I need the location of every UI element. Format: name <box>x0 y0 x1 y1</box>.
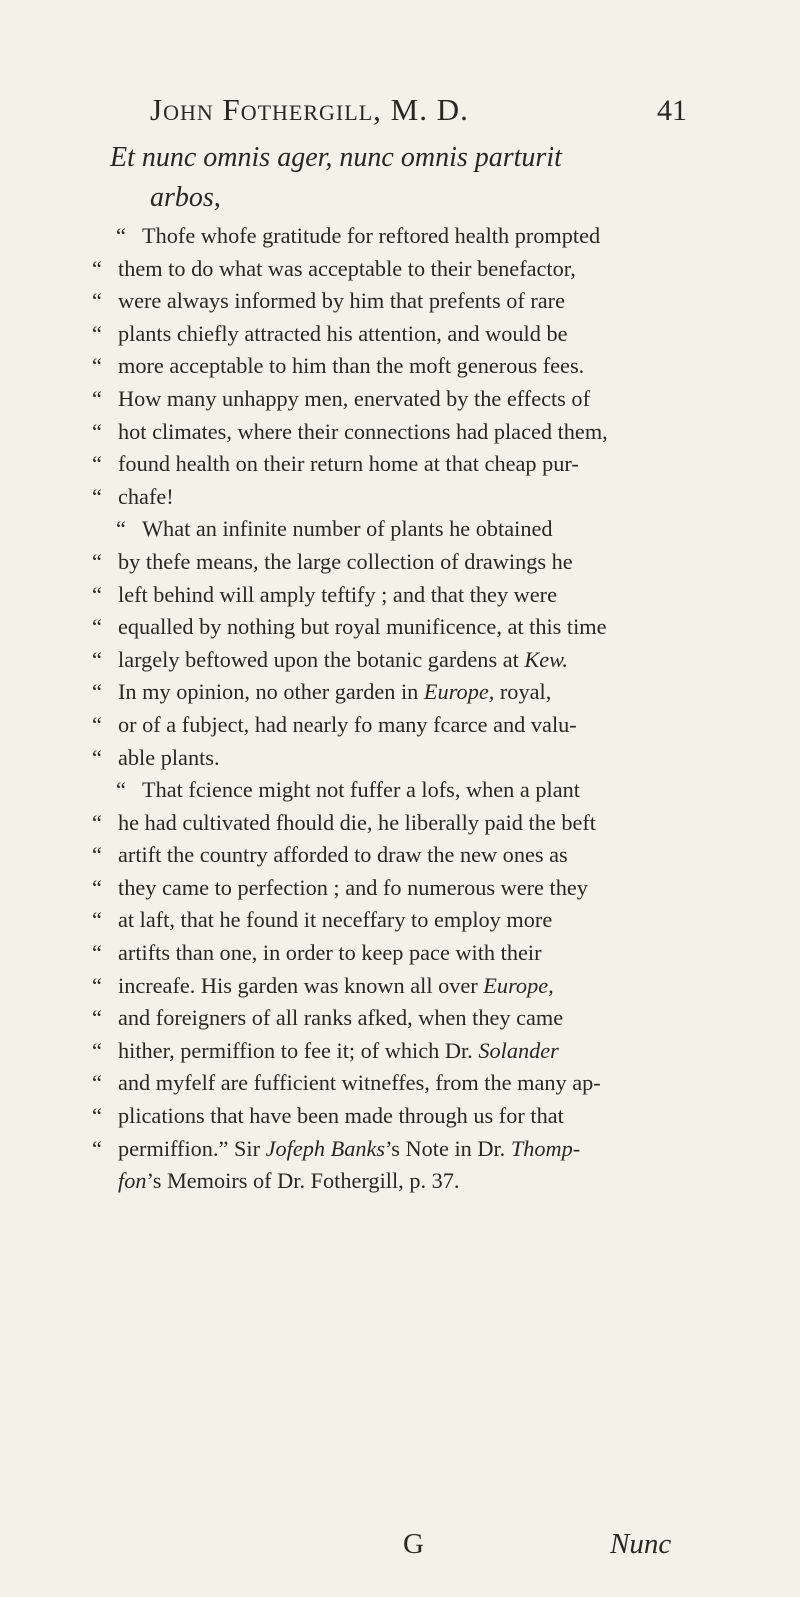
text-line <box>92 904 702 937</box>
text-line <box>92 546 702 579</box>
text-line <box>92 285 702 318</box>
body-text <box>92 220 702 1198</box>
epigraph-line-2: arbos, <box>150 182 221 213</box>
text-line <box>92 774 702 807</box>
text-line <box>92 1035 702 1068</box>
italic-text: Thomp- <box>510 1135 581 1161</box>
line-text: increafe. His garden was known all over <box>118 972 478 998</box>
signature-mark: G <box>403 1528 424 1560</box>
quote-mark: “ <box>92 1070 102 1096</box>
text-line <box>92 611 702 644</box>
quote-mark: “ <box>116 516 126 542</box>
quote-mark: “ <box>92 581 102 607</box>
line-text: they came to perfection ; and fo numerous were they <box>118 874 588 900</box>
quote-mark: “ <box>116 777 126 803</box>
quote-mark: “ <box>92 451 102 477</box>
quote-mark: “ <box>92 483 102 509</box>
line-text: he had cultivated fhould die, he liberally paid the beft <box>118 809 596 835</box>
text-line <box>92 709 702 742</box>
italic-text: fon <box>118 1168 147 1194</box>
quote-mark: “ <box>92 353 102 379</box>
line-text: permiffion.” Sir <box>118 1135 261 1161</box>
line-text: artifts than one, in order to keep pace with their <box>118 940 542 966</box>
quote-mark: “ <box>116 223 126 248</box>
line-text: at laft, that he found it neceffary to employ more <box>118 907 553 933</box>
text-line <box>92 1133 702 1166</box>
text-line <box>92 839 702 872</box>
quote-mark: “ <box>92 288 102 314</box>
text-line <box>92 644 702 677</box>
quote-mark: “ <box>92 874 102 900</box>
quote-mark: “ <box>92 255 102 281</box>
quote-mark: “ <box>92 385 102 411</box>
quote-mark: “ <box>92 1005 102 1031</box>
line-text: left behind will amply teftify ; and that they were <box>118 581 557 607</box>
line-text: found health on their return home at that cheap pur- <box>118 451 579 477</box>
line-text: equalled by nothing but royal munificence, at this time <box>118 614 607 640</box>
line-text: largely beftowed upon the botanic gardens at <box>118 646 519 672</box>
quote-mark: “ <box>92 907 102 933</box>
line-text: were always informed by him that prefents of rare <box>118 288 566 314</box>
catchword: Nunc <box>610 1528 672 1560</box>
line-text: In my opinion, no other garden in <box>118 679 419 705</box>
text-line <box>92 481 702 514</box>
line-text: and myfelf are fufficient witneffes, from the many ap- <box>118 1070 601 1096</box>
line-text: them to do what was acceptable to their benefactor, <box>118 255 576 281</box>
line-text: more acceptable to him than the moft generous fees. <box>118 353 585 379</box>
line-text: hot climates, where their connections had placed them, <box>118 418 608 444</box>
line-text: and foreigners of all ranks afked, when they came <box>118 1005 564 1031</box>
quote-mark: “ <box>92 711 102 737</box>
line-text: or of a fubject, had nearly fo many fcarce and valu- <box>118 711 577 737</box>
line-text: able plants. <box>118 744 220 770</box>
text-line <box>92 1067 702 1100</box>
text-line <box>92 1002 702 1035</box>
quote-mark: “ <box>92 320 102 346</box>
latin-epigraph <box>110 138 670 218</box>
line-text: hither, permiffion to fee it; of which Dr. <box>118 1037 473 1063</box>
quote-mark: “ <box>92 809 102 835</box>
line-text-continued: ’s Memoirs of Dr. Fothergill, p. 37. <box>146 1168 460 1194</box>
text-line <box>92 1100 702 1133</box>
quote-mark: “ <box>92 972 102 998</box>
line-text-continued: ’s Note in Dr. <box>385 1135 506 1161</box>
quote-mark: “ <box>92 548 102 574</box>
text-line <box>92 253 702 286</box>
quote-mark: “ <box>92 646 102 672</box>
italic-text: Europe, <box>483 972 554 998</box>
line-text-continued: royal, <box>494 679 552 705</box>
line-text: plants chiefly attracted his attention, and would be <box>118 320 568 346</box>
text-line <box>92 220 702 253</box>
text-line <box>92 807 702 840</box>
text-line <box>92 416 702 449</box>
quote-mark: “ <box>92 614 102 640</box>
text-line <box>92 872 702 905</box>
line-text: What an infinite number of plants he obtained <box>142 516 553 542</box>
quote-mark: “ <box>92 1037 102 1063</box>
line-text: That fcience might not fuffer a lofs, when a plant <box>142 777 580 803</box>
running-title: John Fothergill, M. D. <box>150 92 469 127</box>
line-text: artift the country afforded to draw the new ones as <box>118 842 568 868</box>
italic-text: Solander <box>478 1037 559 1063</box>
line-text: How many unhappy men, enervated by the effects of <box>118 385 591 411</box>
text-line <box>92 448 702 481</box>
italic-text: Kew. <box>524 646 568 672</box>
italic-text: Jofeph Banks <box>265 1135 386 1161</box>
text-line <box>92 970 702 1003</box>
text-line <box>92 383 702 416</box>
text-line <box>92 513 702 546</box>
italic-text: Europe, <box>423 679 495 705</box>
running-head <box>0 92 800 132</box>
page-footer <box>0 1528 800 1568</box>
quote-mark: “ <box>92 1103 102 1129</box>
line-text: Thofe whofe gratitude for reftored health prompted <box>142 223 601 248</box>
quote-mark: “ <box>92 744 102 770</box>
epigraph-line-1: Et nunc omnis ager, nunc omnis parturit <box>110 142 562 173</box>
line-text: plications that have been made through us for that <box>118 1103 564 1129</box>
text-line <box>92 742 702 775</box>
quote-mark: “ <box>92 1135 102 1161</box>
quote-mark: “ <box>92 940 102 966</box>
text-line <box>92 350 702 383</box>
text-line <box>92 676 702 709</box>
page-number: 41 <box>657 94 687 127</box>
text-line <box>92 579 702 612</box>
text-line <box>92 318 702 351</box>
quote-mark: “ <box>92 679 102 705</box>
line-text: by thefe means, the large collection of drawings he <box>118 548 573 574</box>
quote-mark: “ <box>92 418 102 444</box>
line-text: chafe! <box>118 483 174 509</box>
text-line <box>92 1165 702 1198</box>
quote-mark: “ <box>92 842 102 868</box>
text-line <box>92 937 702 970</box>
